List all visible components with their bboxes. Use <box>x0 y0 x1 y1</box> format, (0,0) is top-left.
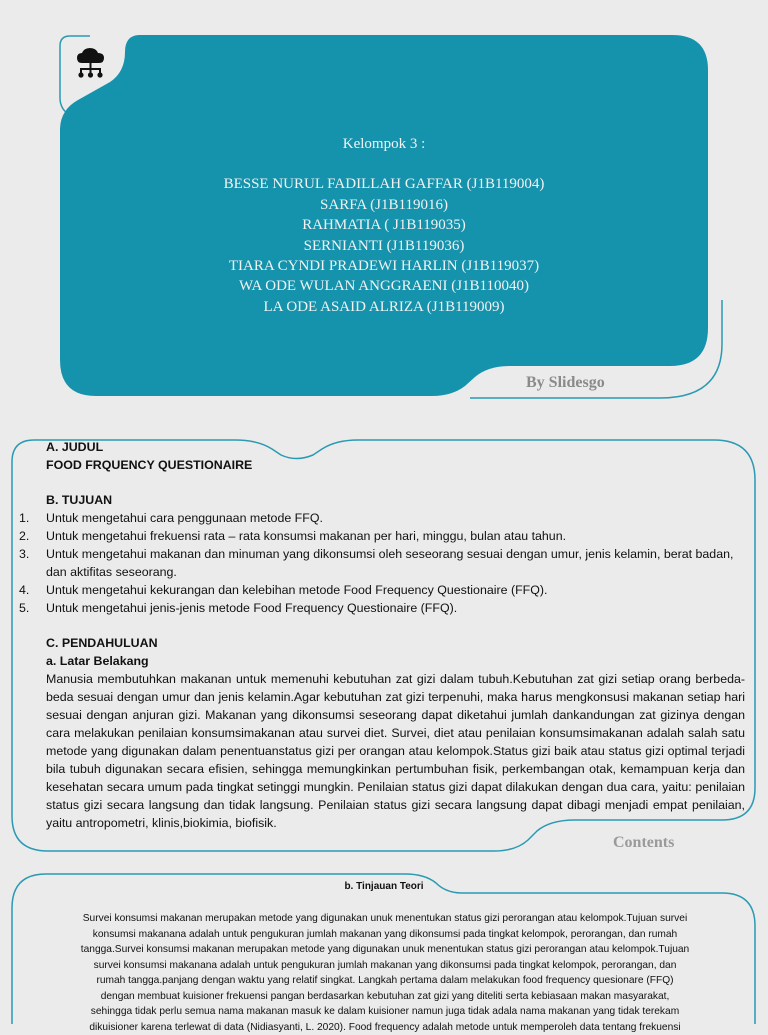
list-text: Untuk mengetahui jenis-jenis metode Food Frequency Questionaire (FFQ). <box>46 601 457 615</box>
list-item <box>15 581 745 599</box>
cloud-network-icon <box>73 45 109 81</box>
slide-title <box>0 0 768 420</box>
group-info <box>60 134 708 317</box>
list-item <box>15 545 745 581</box>
credit-text: By Slidesgo <box>526 374 605 392</box>
member-name: LA ODE ASAID ALRIZA (J1B119009) <box>60 297 708 317</box>
list-text: Untuk mengetahui cara penggunaan metode FFQ. <box>46 511 323 525</box>
background-paragraph: Manusia membutuhkan makanan untuk memenuhi kebutuhan zat gizi dalam tubuh.Kebutuhan zat gizi setiap orang berbeda-beda sesuai dengan umur dan jenis kelamin.Agar kebutuhan zat gizi terpenuhi, maka harus mengkonsusi makanan setiap hari sesuai dengan anjuran gizi. Makanan yang dikonsumsi seseorang dapat diketahui jumlah dankandungan zat gizinya dengan cara melakukan penilaian konsumsimakanan atau survei diet. Survei, diet atau penilaian konsumsimakanan adalah salah satu metode yang digunakan dalam penentuanstatus gizi per orangan atau kelompok.Status gizi baik atau status gizi optimal terjadi bila tubuh digunakan secara efisien, sehingga memungkinkan pertumbuhan fisik, perkembangan otak, kemampuan kerja dan kesehatan secara umum pada tingkat setinggi mungkin. Penilaian status gizi dapat dilakukan dengan dua cara, yaitu: penilaian status gizi secara langsung dan tidak langsung. Penilaian status gizi secara langsung dapat dibagi menjadi empat penilaian, yaitu antropometri, klinis,biokimia, biofisik. <box>15 670 745 832</box>
member-name: TIARA CYNDI PRADEWI HARLIN (J1B119037) <box>60 256 708 276</box>
list-item <box>15 599 745 617</box>
list-text: Untuk mengetahui frekuensi rata – rata konsumsi makanan per hari, minggu, bulan atau tahun. <box>46 529 566 543</box>
content-body <box>15 438 745 832</box>
list-number: 3. <box>19 545 29 563</box>
subsection-heading: a. Latar Belakang <box>15 652 745 670</box>
list-text: Untuk mengetahui kekurangan dan kelebihan metode Food Frequency Questionaire (FFQ). <box>46 583 547 597</box>
slide-content <box>0 420 768 868</box>
tujuan-list <box>15 509 745 617</box>
list-number: 4. <box>19 581 29 599</box>
section-c-heading: C. PENDAHULUAN <box>15 634 745 652</box>
theory-line: survei konsumsi makanana adalah untuk pengukuran jumlah makanan yang dikonsumsi pada tingkat kelompok, perorangan, dan <box>65 958 705 974</box>
contents-label: Contents <box>613 834 674 852</box>
theory-line: dikuisioner karena terlewat di data (Nidiasyanti, L. 2020). Food frequency adalah metode untuk memperoleh data tentang frekuensi <box>65 1020 705 1035</box>
member-name: SERNIANTI (J1B119036) <box>60 236 708 256</box>
theory-heading: b. Tinjauan Teori <box>0 881 768 892</box>
theory-line: sehingga tidak perlu semua nama makanan masuk ke dalam kuisioner namun juga tidak adala nama makanan yang tidak terekam <box>65 1004 705 1020</box>
list-number: 2. <box>19 527 29 545</box>
member-name: SARFA (J1B119016) <box>60 195 708 215</box>
member-name: WA ODE WULAN ANGGRAENI (J1B110040) <box>60 276 708 296</box>
theory-line: tangga.Survei konsumsi makanan merupakan metode yang digunakan unuk menentukan status gizi perorangan atau kelompok.Tujuan <box>65 942 705 958</box>
theory-line: Survei konsumsi makanan merupakan metode yang digunakan unuk menentukan status gizi perorangan atau kelompok.Tujuan survei <box>65 911 705 927</box>
member-name: BESSE NURUL FADILLAH GAFFAR (J1B119004) <box>60 174 708 194</box>
list-item <box>15 509 745 527</box>
list-number: 5. <box>19 599 29 617</box>
list-text: Untuk mengetahui makanan dan minuman yang dikonsumsi oleh seseorang sesuai dengan umur, jenis kelamin, berat badan, dan aktifitas seseorang. <box>46 547 733 579</box>
theory-line: dengan membuat kuisioner frekuensi pangan berdasarkan kebutuhan zat gizi yang diteliti serta kebiasaan makan masyarakat, <box>65 989 705 1005</box>
section-b-heading: B. TUJUAN <box>15 491 745 509</box>
section-a-heading: A. JUDUL <box>15 438 745 456</box>
list-item <box>15 527 745 545</box>
group-heading: Kelompok 3 : <box>60 134 708 154</box>
theory-line: konsumsi makanana adalah untuk pengukuran jumlah makanan yang dikonsumsi pada tingkat kelompok, perorangan, dan rumah <box>65 927 705 943</box>
theory-line: rumah tangga.panjang dengan waktu yang relatif singkat. Langkah pertama dalam melakukan food frequency quesionare (FFQ) <box>65 973 705 989</box>
list-number: 1. <box>19 509 29 527</box>
document-title: FOOD FRQUENCY QUESTIONAIRE <box>15 456 745 474</box>
member-name: RAHMATIA ( J1B119035) <box>60 215 708 235</box>
theory-paragraph <box>65 911 705 1035</box>
slide-theory <box>0 868 768 1024</box>
